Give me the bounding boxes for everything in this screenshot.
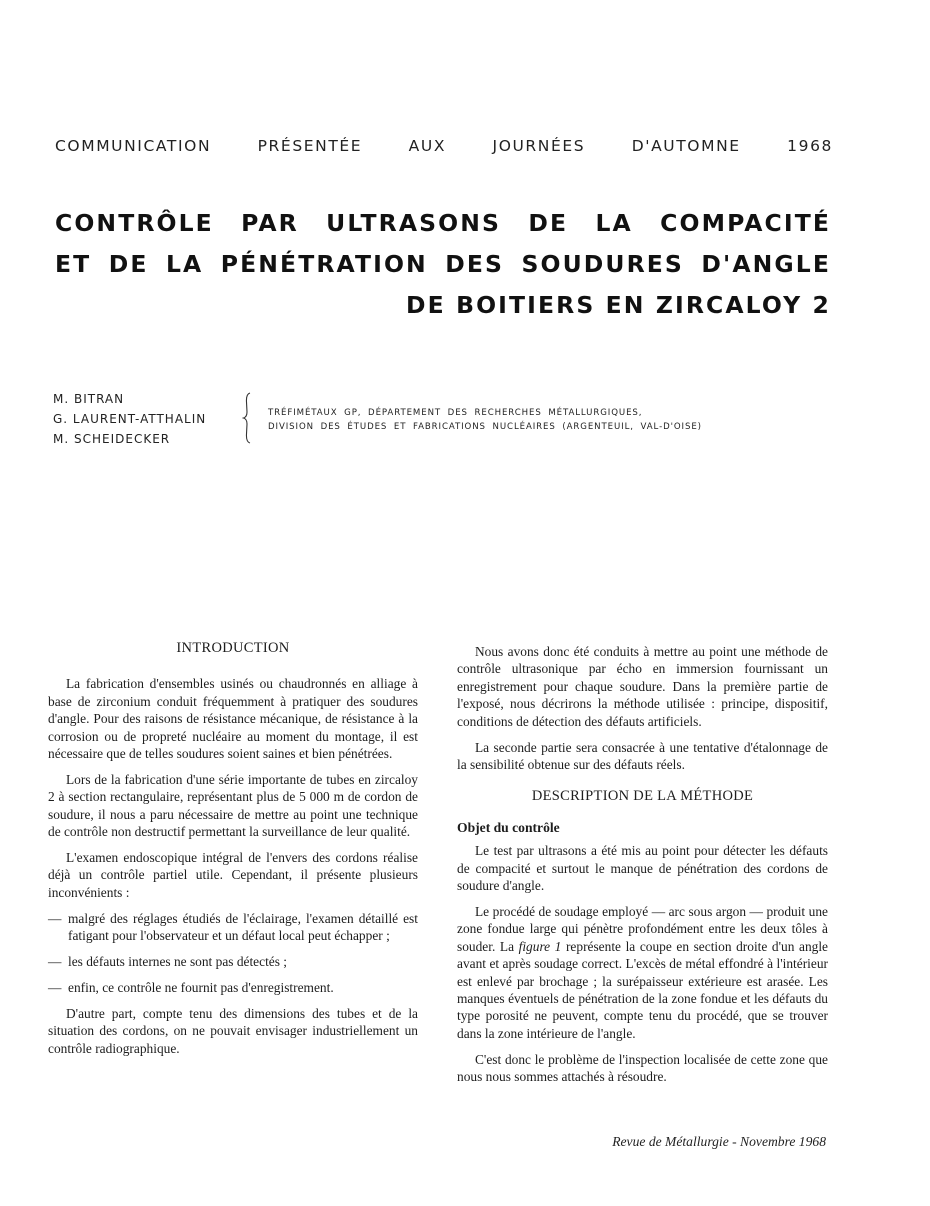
paragraph-text: Le procédé de soudage employé — arc sous argon — produit une zone fondue large qui pénètre profondément entre les deux tôles à souder. La [457,903,828,954]
bullet-dash: — [48,910,62,926]
affiliation-line: TRÉFIMÉTAUX GP, DÉPARTEMENT DES RECHERCHES MÉTALLURGIQUES, [268,408,643,418]
list-item-text: les défauts internes ne sont pas détectés ; [68,954,288,970]
title-line-3: DE BOITIERS EN ZIRCALOY 2 [406,291,831,319]
paragraph: La fabrication d'ensembles usinés ou chaudronnés en alliage à base de zirconium conduit fréquemment à pratiquer des soudures d'angle. Pour des raisons de résistance mécanique, de résistance à la corrosion ou de propreté nucléaire au moment du montage, il est nécessaire que de telles soudures soient saines et bien pénétrées. [48,676,418,762]
left-column [48,640,418,1066]
paragraph: D'autre part, compte tenu des dimensions des tubes et de la situation des cordons, on ne pouvait envisager industriellement un contrôle radiographique. [48,1005,418,1056]
journal-footer: Revue de Métallurgie - Novembre 1968 [612,1134,826,1149]
paragraph: L'examen endoscopique intégral de l'envers des cordons réalise déjà un contrôle partiel utile. Cependant, il présente plusieurs inconvénients : [48,850,418,900]
paragraph [457,903,828,1042]
paragraph: La seconde partie sera consacrée à une tentative d'étalonnage de la sensibilité obtenue sur des défauts réels. [457,739,828,772]
author-name: G. LAURENT-ATTHALIN [53,412,207,426]
title-line-1: CONTRÔLE PAR ULTRASONS DE LA COMPACITÉ [55,209,831,237]
author-name: M. SCHEIDECKER [53,432,171,446]
article-title [55,203,831,326]
subsection-heading: Objet du contrôle [457,819,560,835]
communication-kicker: COMMUNICATION PRÉSENTÉE AUX JOURNÉES D'AUTOMNE 1968 [55,137,833,155]
paragraph: Lors de la fabrication d'une série importante de tubes en zircaloy 2 à section rectangulaire, représentant plus de 5 000 m de cordon de soudure, il nous a paru nécessaire de mettre au point une technique de contrôle non destructif permettant la surveillance de leur qualité. [48,771,418,840]
bullet-dash: — [48,980,62,995]
drawback-list [48,910,418,997]
paragraph-text: représente la coupe en section droite d'un angle avant et après soudage correct. L'excès de métal effondré à l'intérieur est enlevé par brochage ; la surépaisseur extérieure est arasée. Les manques éventuels de pénétration de la zone fondue et les défauts du type porosité ne peuvent, compte tenu du procédé, que se trouver dans la zone intérieure de l'angle. [457,938,828,1041]
list-item [48,979,418,996]
list-item [48,910,418,945]
brace-mark [242,392,252,444]
section-heading-description: DESCRIPTION DE LA MÉTHODE [531,788,754,805]
affiliation-line: DIVISION DES ÉTUDES ET FABRICATIONS NUCLÉAIRES (ARGENTEUIL, VAL-D'OISE) [268,422,702,432]
bullet-dash: — [48,954,62,970]
list-item [48,953,418,970]
paragraph: C'est donc le problème de l'inspection localisée de cette zone que nous nous sommes attachés à résoudre. [457,1051,828,1085]
title-line-2: ET DE LA PÉNÉTRATION DES SOUDURES D'ANGLE [55,250,831,278]
list-item-text: malgré des réglages étudiés de l'éclairage, l'examen détaillé est fatigant pour l'observateur et un défaut local peut échapper ; [68,910,418,944]
author-list [53,389,206,449]
section-heading-introduction: INTRODUCTION [176,640,290,656]
right-column [457,643,828,1094]
author-name: M. BITRAN [53,392,125,406]
paragraph: Nous avons donc été conduits à mettre au point une méthode de contrôle ultrasonique par écho en immersion fournissant un enregistrement pour chaque soudure. Dans la première partie de l'exposé, nous décrirons la méthode utilisée : principe, dispositif, conditions de détection des défauts artificiels. [457,644,828,729]
list-item-text: enfin, ce contrôle ne fournit pas d'enregistrement. [68,980,334,995]
figure-reference: figure 1 [518,938,562,954]
affiliation [268,406,702,434]
paragraph: Le test par ultrasons a été mis au point pour détecter les défauts de compacité et surtout le manque de pénétration des cordons de soudure d'angle. [457,843,828,893]
